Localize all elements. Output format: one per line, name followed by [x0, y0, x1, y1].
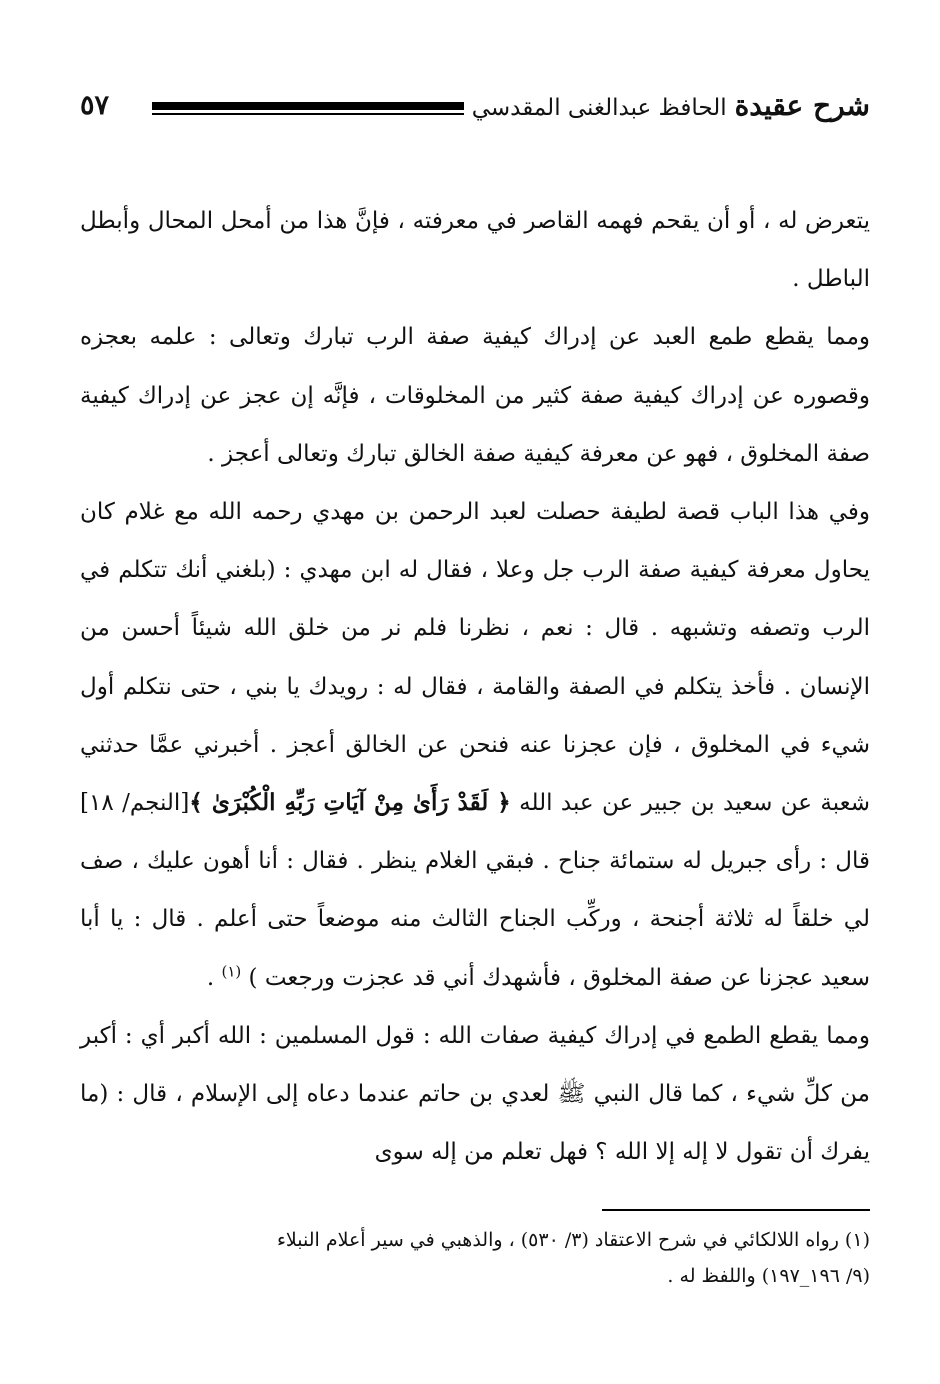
paragraph-3: [80, 483, 870, 1007]
footnote-1-line-1: (١) رواه اللالكائي في شرح الاعتقاد (٣/ ٥٣٠) ، والذهبي في سير أعلام النبلاء: [277, 1229, 870, 1251]
footnote-1-line-2: (٩/ ١٩٦_١٩٧) واللفظ له .: [667, 1265, 870, 1287]
paragraph-1: يتعرض له ، أو أن يقحم فهمه القاصر في معرفته ، فإنَّ هذا من أمحل المحال وأبطل الباطل .: [80, 208, 870, 293]
running-header: [80, 84, 870, 134]
paragraph-3-part-b: [النجم/ ١٨] قال : رأى جبريل له ستمائة جناح . فبقي الغلام ينظر . فقال : أنا أهون عليك ، صف لي خلقاً له ثلاثة أجنحة ، وركِّب الجناح الثالث منه موضعاً حتى أعلم . قال : يا أبا سعيد عجزنا عن صفة المخلوق ، فأشهدك أني قد عجزت ورجعت ): [80, 790, 870, 991]
footnote-reference: (١): [221, 961, 242, 980]
book-title-bold: شرح عقيدة: [734, 89, 870, 122]
paragraph-3-part-a: وفي هذا الباب قصة لطيفة حصلت لعبد الرحمن بن مهدي رحمه الله مع غلام كان يحاول معرفة كيفية صفة الرب جل وعلا ، فقال له ابن مهدي : (بلغني أنك تتكلم في الرب وتصفه وتشبهه . قال : نعم ، نظرنا فلم نر من خلق الله شيئاً أحسن من الإنسان . فأخذ يتكلم في الصفة والقامة ، فقال له : رويدك يا بني ، حتى نتكلم أول شيء في المخلوق ، فإن عجزنا عنه فنحن عن الخالق أعجز . أخبرني عمَّا حدثني شعبة عن سعيد بن جبير عن عبد الله: [80, 499, 870, 817]
header-rule-thin: [152, 113, 464, 115]
book-title-rest: الحافظ عبدالغنى المقدسي: [471, 95, 727, 121]
quran-verse: ﴿ لَقَدْ رَأَىٰ مِنْ آيَاتِ رَبِّهِ الْكُبْرَىٰ ﴾: [189, 789, 511, 817]
paragraph-2: ومما يقطع طمع العبد عن إدراك كيفية صفة الرب تبارك وتعالى : علمه بعجزه وقصوره عن إدراك كيفية صفة كثير من المخلوقات ، فإنَّه إن عجز عن إدراك كيفية صفة المخلوق ، فهو عن معرفة كيفية صفة الخالق تبارك وتعالى أعجز .: [80, 324, 870, 467]
footnotes: [80, 1222, 870, 1294]
body-text: [80, 192, 870, 1181]
paragraph-3-end: .: [206, 964, 222, 991]
book-title: [472, 84, 870, 130]
page-number: ٥٧: [80, 90, 110, 121]
footnote-separator: [602, 1209, 870, 1211]
header-rule-thick: [152, 102, 464, 110]
paragraph-4: ومما يقطع الطمع في إدراك كيفية صفات الله : قول المسلمين : الله أكبر أي : أكبر من كلِّ شيء ، كما قال النبي ﷺ لعدي بن حاتم عندما دعاه إلى الإسلام ، قال : (ما يفرك أن تقول لا إله إلا الله ؟ فهل تعلم من إله سوى: [80, 1022, 870, 1166]
